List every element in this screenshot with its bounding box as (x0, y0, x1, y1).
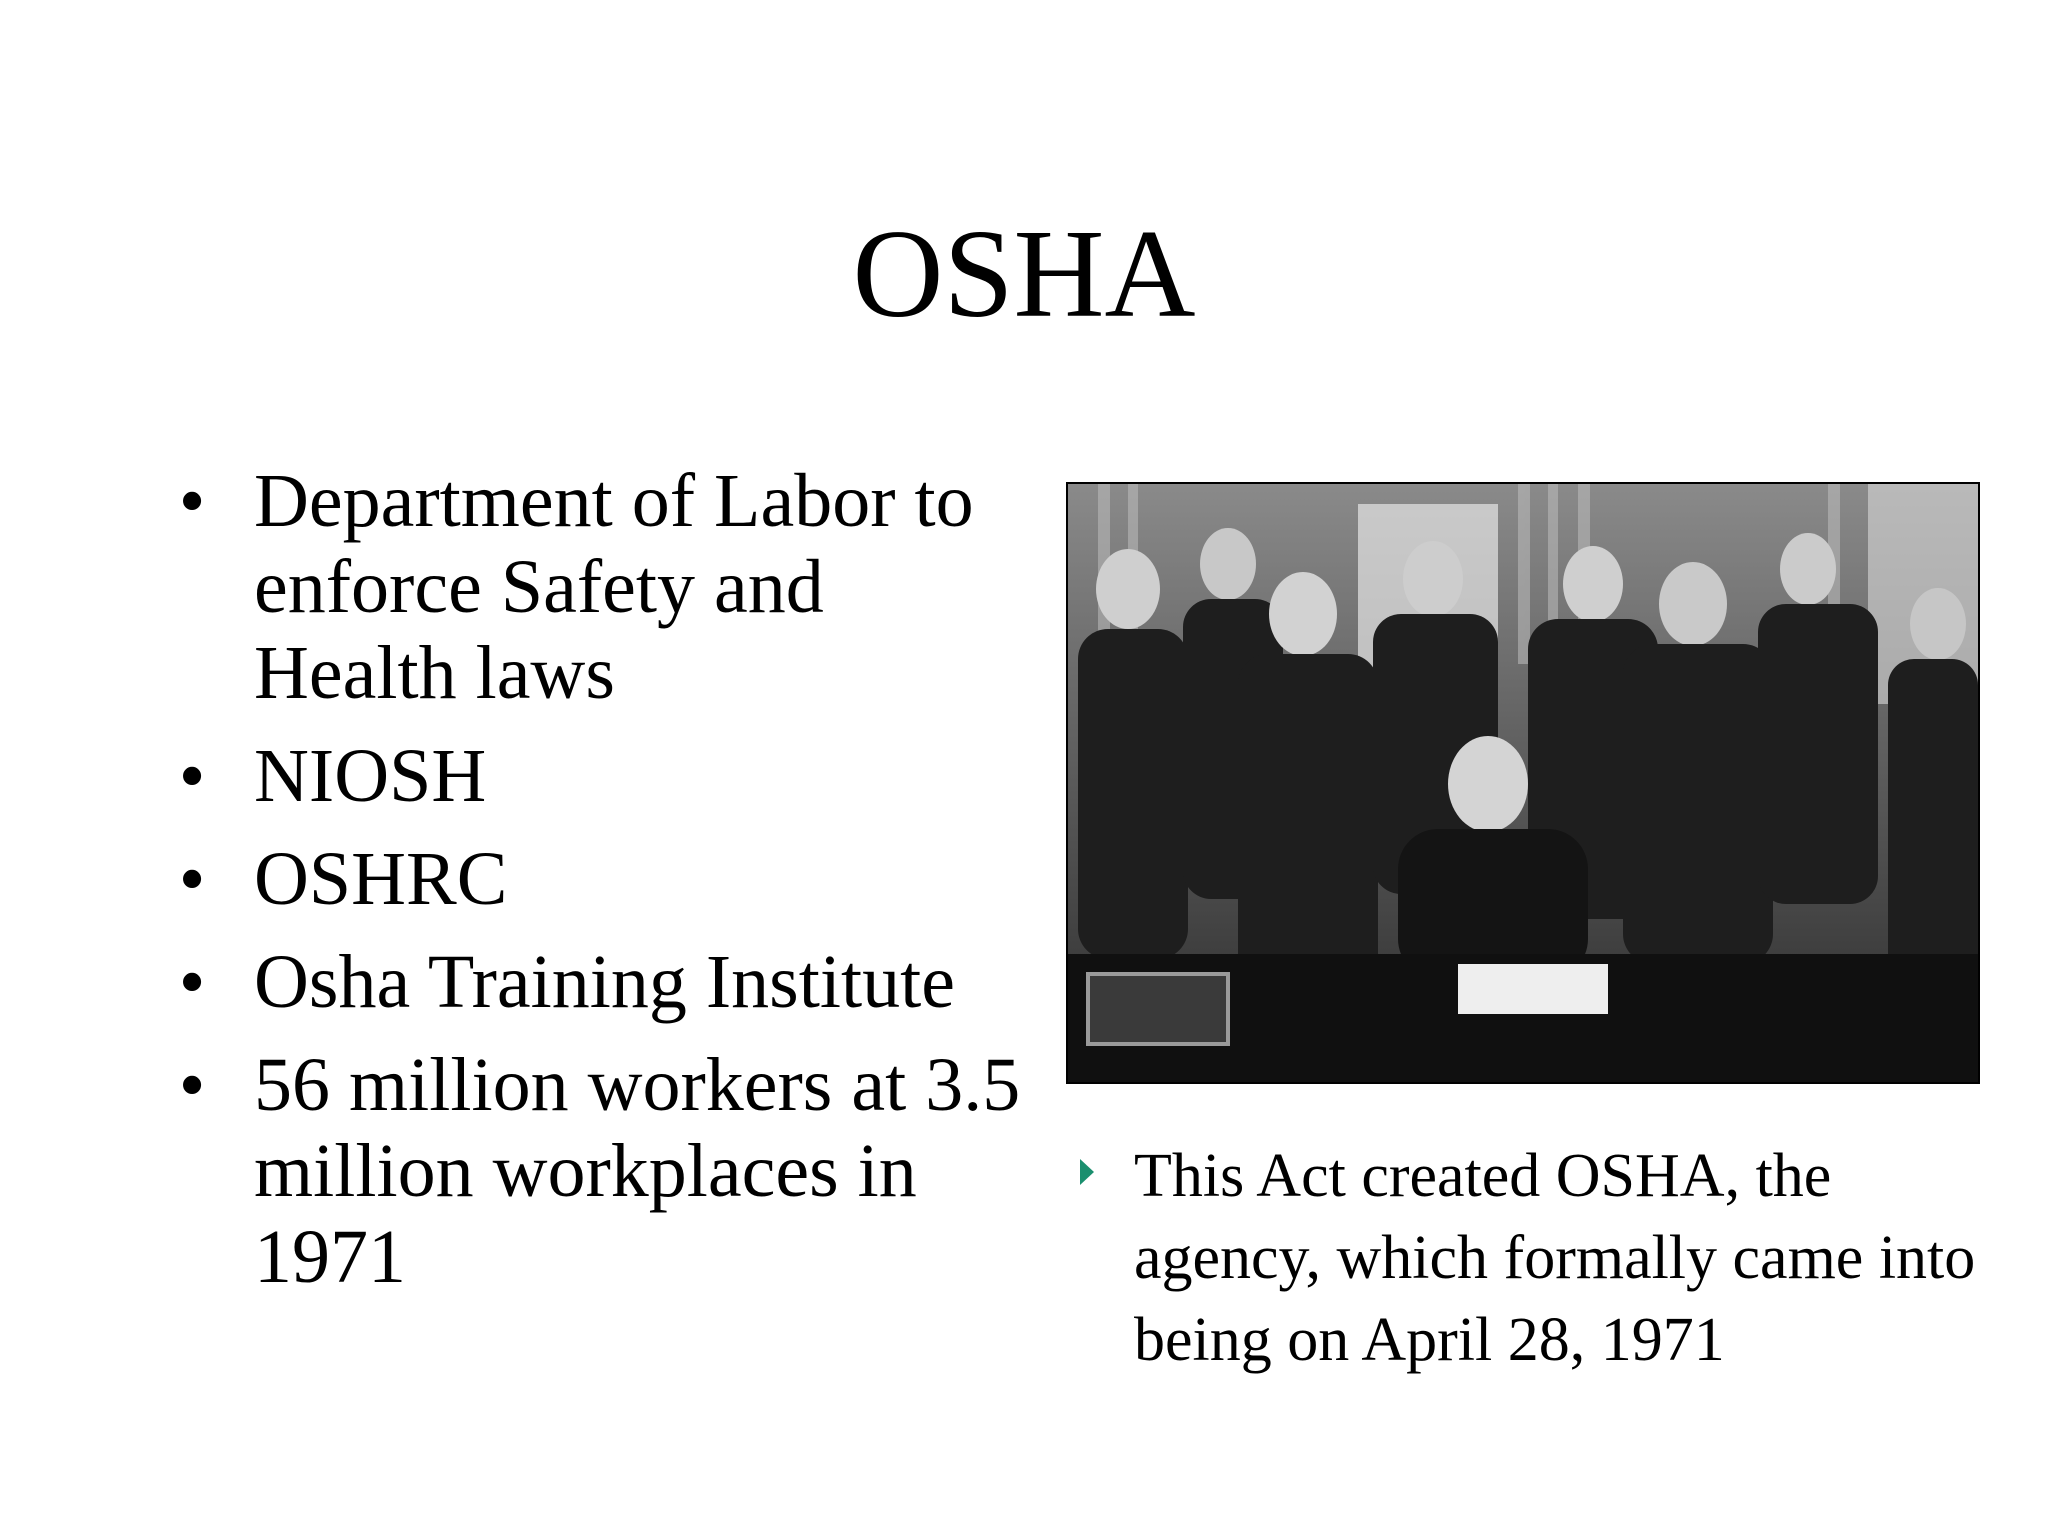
bullet-dot-icon: • (178, 837, 206, 921)
caption (1080, 1135, 1980, 1381)
slide-title: OSHA (852, 205, 1196, 344)
bullet-item (172, 939, 1032, 1025)
bullet-dot-icon: • (178, 734, 206, 818)
bullet-dot-icon: • (178, 459, 206, 543)
bullet-item (172, 458, 1032, 716)
bullet-dot-icon: • (178, 940, 206, 1024)
bullet-item (172, 733, 1032, 819)
bullet-text: OSHRC (254, 837, 508, 921)
bullet-dot-icon: • (178, 1043, 206, 1127)
bullet-list (172, 458, 1032, 1317)
bullet-text: Osha Training Institute (254, 940, 955, 1024)
bullet-text: 56 million workers at 3.5 million workplaces in 1971 (254, 1043, 1021, 1299)
arrow-bullet-icon (1080, 1159, 1094, 1185)
photo-icon (1068, 484, 1978, 1082)
caption-text: This Act created OSHA, the agency, which formally came into being on April 28, 1971 (1134, 1142, 1976, 1374)
bullet-item (172, 1042, 1032, 1300)
bullet-text: Department of Labor to enforce Safety and Health laws (254, 459, 974, 715)
bullet-text: NIOSH (254, 734, 487, 818)
bullet-item (172, 836, 1032, 922)
signing-photo (1066, 482, 1980, 1084)
